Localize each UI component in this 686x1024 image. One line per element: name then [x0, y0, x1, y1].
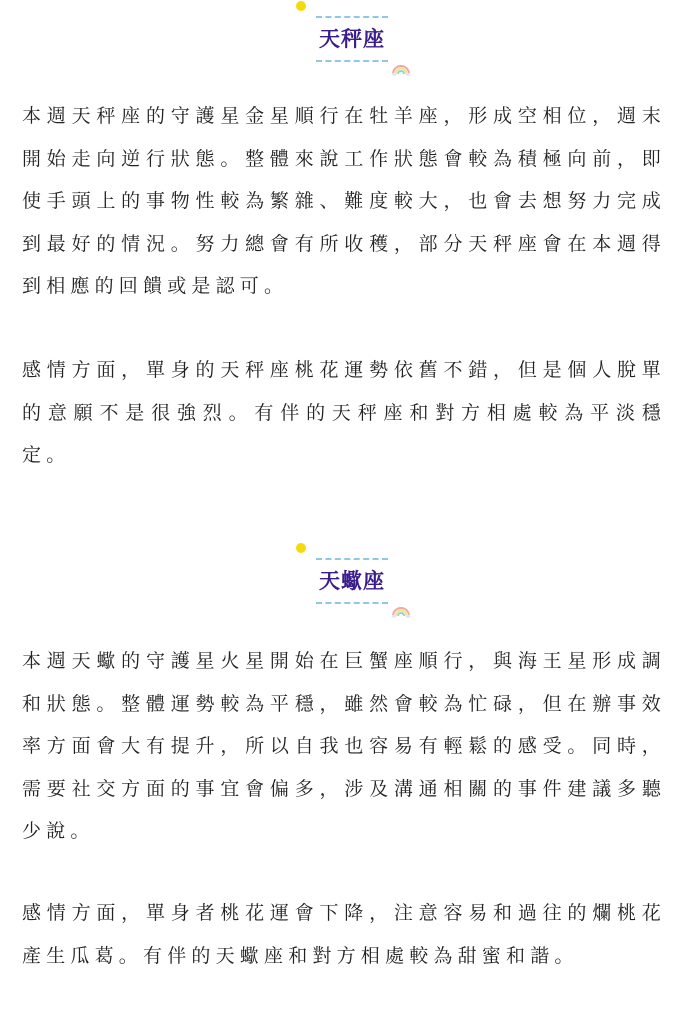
dashed-divider [316, 558, 388, 560]
section-header [0, 0, 686, 80]
dashed-divider [316, 602, 388, 604]
rainbow-icon [391, 604, 411, 618]
section-title: 天秤座 [319, 27, 385, 51]
libra-paragraph-love: 感情方面，單身的天秤座桃花運勢依舊不錯，但是個人脫單的意願不是很強烈。有伴的天秤座和對方相處較為平淡穩定。 [22, 359, 666, 466]
libra-section [0, 0, 686, 466]
scorpio-paragraph-work: 本週天蠍的守護星火星開始在巨蟹座順行，與海王星形成調和狀態。整體運勢較為平穩，雖然會較為忙碌，但在辦事效率方面會大有提升，所以自我也容易有輕鬆的感受。同時，需要社交方面的事宜會偏多，涉及溝通相關的事件建議多聽少說。 [22, 650, 666, 842]
scorpio-section [0, 542, 686, 967]
libra-paragraph-work: 本週天秤座的守護星金星順行在牡羊座，形成空相位，週末開始走向逆行狀態。整體來說工作狀態會較為積極向前，即使手頭上的事物性較為繁雜、難度較大，也會去想努力完成到最好的情況。努力總會有所收穫，部分天秤座會在本週得到相應的回饋或是認可。 [22, 105, 666, 297]
scorpio-paragraph-love: 感情方面，單身者桃花運會下降，注意容易和過往的爛桃花產生瓜葛。有伴的天蠍座和對方相處較為甜蜜和諧。 [22, 902, 666, 967]
dashed-divider [316, 16, 388, 18]
dashed-divider [316, 60, 388, 62]
rainbow-icon [391, 62, 411, 76]
yellow-dot-icon [296, 543, 306, 553]
section-header [0, 542, 686, 622]
section-title: 天蠍座 [319, 569, 385, 593]
yellow-dot-icon [296, 1, 306, 11]
